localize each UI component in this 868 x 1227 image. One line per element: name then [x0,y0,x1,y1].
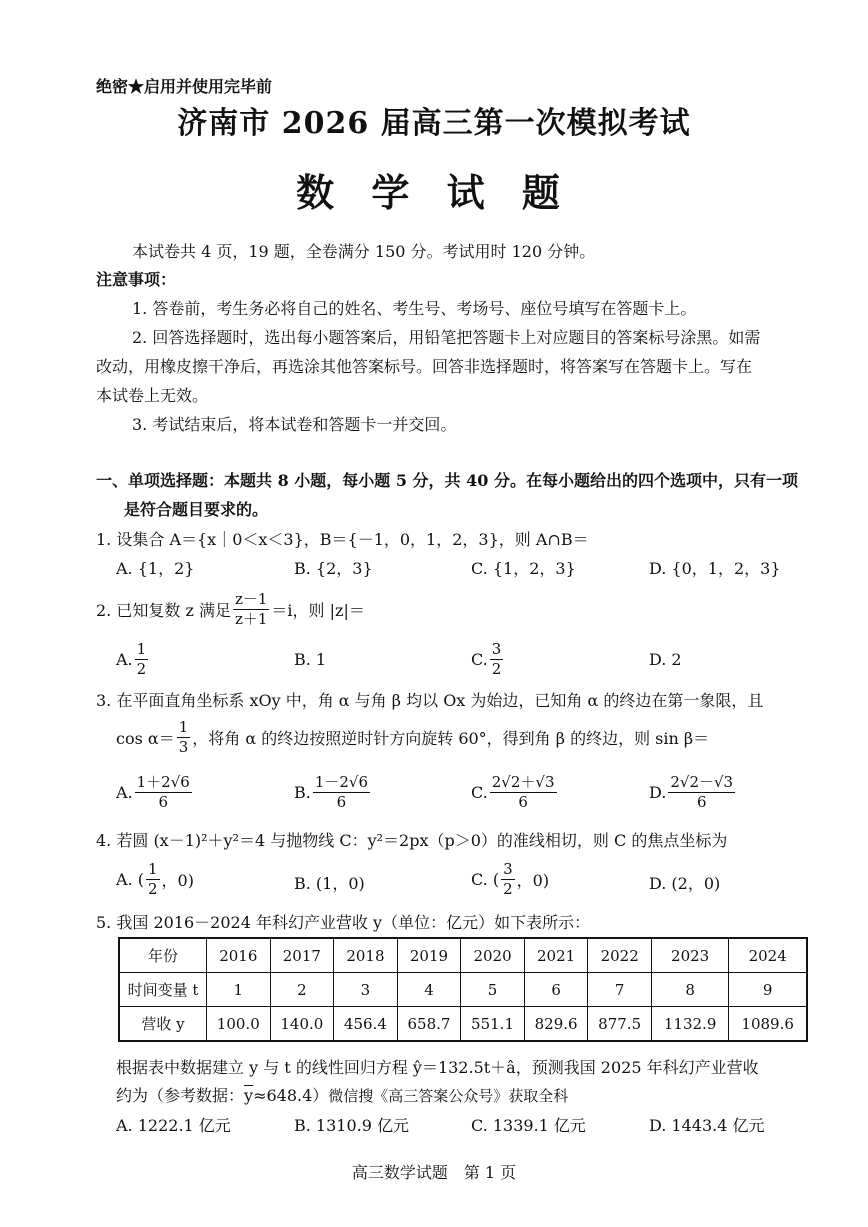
table-cell: 6 [524,973,588,1007]
q4-option-a [116,862,194,897]
table-cell: 1 [207,973,271,1007]
q2-stem-post: ＝i，则 |z|＝ [271,601,365,620]
table-cell: 8 [651,973,728,1007]
q3-b-den: 6 [336,793,347,811]
notice-2b: 改动，用橡皮擦干净后，再选涂其他答案标号。回答非选择题时，将答案写在答题卡上。写在 [96,357,753,376]
q2-fraction [233,592,269,627]
q5-option-c: C. 1339.1 亿元 [471,1116,586,1135]
exam-title: 济南市 2026 届高三第一次模拟考试 [177,106,691,141]
q2-a-frac [135,642,149,677]
table-row-y [119,1007,807,1042]
notice-3: 3. 考试结束后，将本试卷和答题卡一并交回。 [132,415,457,434]
q5-after2-pre: 约为（参考数据： [116,1086,245,1105]
q5-after2-post: ≈648.4） [253,1086,329,1105]
q2-c-num: 3 [491,640,502,658]
table-cell: 2019 [397,938,461,973]
question-5-after-1: 根据表中数据建立 y 与 t 的线性回归方程 ŷ＝132.5t＋â，预测我国 2025 年科幻产业营收 [116,1058,759,1077]
q4-c-label: C. ( [471,870,500,889]
notice-2c: 本试卷上无效。 [96,386,209,405]
q4-a-num: 1 [147,860,158,878]
q4-c-frac [501,862,515,897]
table-cell: 2022 [588,938,652,973]
q2-c-frac [490,642,504,677]
q2-a-label: A. [116,650,133,669]
q3-b-num: 1－2√6 [314,773,369,791]
q5-option-d: D. 1443.4 亿元 [649,1116,765,1135]
notice-title: 注意事项： [96,270,177,289]
secret-label: 绝密★启用并使用完毕前 [96,77,273,96]
q3-c-frac [490,775,557,810]
q4-a-frac [146,862,160,897]
q4-option-c [471,862,549,897]
q2-option-c [471,642,505,677]
q4-c-den: 2 [503,880,513,898]
q2-c-label: C. [471,650,488,669]
question-3-stem: 3. 在平面直角坐标系 xOy 中，角 α 与角 β 均以 Ox 为始边，已知角 α 的终边在第一象限，且 [96,691,764,710]
table-cell: 877.5 [588,1007,652,1042]
q3-b-label: B. [294,783,311,802]
q2-option-a [116,642,150,677]
table-cell: 2016 [207,938,271,973]
question-1-stem: 1. 设集合 A＝{x｜0＜x＜3}，B＝{－1，0，1，2，3}，则 A∩B＝ [96,530,589,549]
table-cell: 140.0 [270,1007,334,1042]
q3-a-den: 6 [158,793,169,811]
q4-a-label: A. ( [116,870,144,889]
table-cell: 2018 [334,938,398,973]
table-cell: 3 [334,973,398,1007]
notice-2a: 2. 回答选择题时，选出每小题答案后，用铅笔把答题卡上对应题目的答案标号涂黑。如需 [132,328,761,347]
q3-c-num: 2√2＋√3 [491,773,555,791]
q4-a-post: ，0) [161,871,194,890]
row-header: 营收 y [119,1007,207,1042]
q3-frac-den: 3 [178,738,189,756]
table-cell: 658.7 [397,1007,461,1042]
q3-d-den: 6 [696,793,707,811]
q1-option-d: D. {0，1，2，3} [649,559,781,578]
table-cell: 1089.6 [729,1007,807,1042]
q5-option-a: A. 1222.1 亿元 [116,1116,231,1135]
q4-option-d: D. (2，0) [649,874,721,893]
q3-option-a [116,775,194,810]
q1-option-a: A. {1，2} [116,559,195,578]
q5-option-b: B. 1310.9 亿元 [294,1116,410,1135]
table-cell: 829.6 [524,1007,588,1042]
subject-title: 数 学 试 题 [296,170,572,215]
q3-a-frac [135,775,192,810]
table-cell: 9 [729,973,807,1007]
table-row-year [119,938,807,973]
q5-ybar: $\overline{y}$ [244,1086,254,1105]
q2-a-num: 1 [136,640,147,658]
section-heading-cont: 是符合题目要求的。 [124,500,269,519]
q2-stem-pre: 2. 已知复数 z 满足 [96,601,231,620]
revenue-table [118,937,808,1042]
q3-d-frac [668,775,735,810]
q4-a-den: 2 [147,880,158,898]
q3-option-b [294,775,372,810]
q2-c-den: 2 [491,660,502,678]
table-cell: 4 [397,973,461,1007]
table-cell: 456.4 [334,1007,398,1042]
q3-a-label: A. [116,783,133,802]
q3-d-num: 2√2－√3 [670,773,734,791]
table-cell: 2 [270,973,334,1007]
table-cell: 1132.9 [651,1007,728,1042]
table-cell: 2024 [729,938,807,973]
watermark-text: 微信搜《高三答案公众号》获取全科 [328,1087,569,1105]
question-3-stem-2 [116,720,709,755]
q3-b-frac [313,775,370,810]
question-2-stem [96,592,365,627]
table-cell: 2017 [270,938,334,973]
table-cell: 2021 [524,938,588,973]
q3-a-num: 1＋2√6 [136,773,190,791]
question-4-stem: 4. 若圆 (x－1)²＋y²＝4 与抛物线 C：y²＝2px（p＞0）的准线相切，则 C 的焦点坐标为 [96,831,728,850]
q2-frac-num: z－1 [234,590,268,608]
row-header: 时间变量 t [119,973,207,1007]
q3-c-den: 6 [518,793,528,811]
q3-stem2-post: ，将角 α 的终边按照逆时针方向旋转 60°，得到角 β 的终边，则 sin β＝ [192,729,710,748]
q3-frac-num: 1 [178,718,189,736]
row-header: 年份 [119,938,207,973]
q2-frac-den: z＋1 [234,610,268,628]
table-cell: 5 [461,973,525,1007]
table-row-t [119,973,807,1007]
table-cell: 100.0 [207,1007,271,1042]
q3-option-d [649,775,737,810]
q3-d-label: D. [649,783,667,802]
notice-1: 1. 答卷前，考生务必将自己的姓名、考生号、考场号、座位号填写在答题卡上。 [132,299,697,318]
q4-option-b: B. (1，0) [294,874,365,893]
table-cell: 2020 [461,938,525,973]
table-cell: 2023 [651,938,728,973]
page-footer: 高三数学试题 第 1 页 [351,1163,517,1182]
q1-option-b: B. {2，3} [294,559,373,578]
question-5-after-2 [116,1083,568,1106]
q3-option-c [471,775,559,810]
q4-c-num: 3 [503,860,513,878]
q2-a-den: 2 [136,660,147,678]
q3-stem2-pre: cos α＝ [116,729,175,748]
q2-option-d: D. 2 [649,650,682,669]
q3-c-label: C. [471,783,488,802]
section-heading: 一、单项选择题：本题共 8 小题，每小题 5 分，共 40 分。在每小题给出的四个选项中，只有一项 [96,471,798,490]
q3-fraction [177,720,191,755]
exam-info: 本试卷共 4 页，19 题，全卷满分 150 分。考试用时 120 分钟。 [132,242,596,261]
q4-c-post: ，0) [516,871,550,890]
q2-option-b: B. 1 [294,650,327,669]
question-5-stem: 5. 我国 2016－2024 年科幻产业营收 y（单位：亿元）如下表所示： [96,913,591,932]
table-cell: 7 [588,973,652,1007]
table-cell: 551.1 [461,1007,525,1042]
q1-option-c: C. {1，2，3} [471,559,576,578]
